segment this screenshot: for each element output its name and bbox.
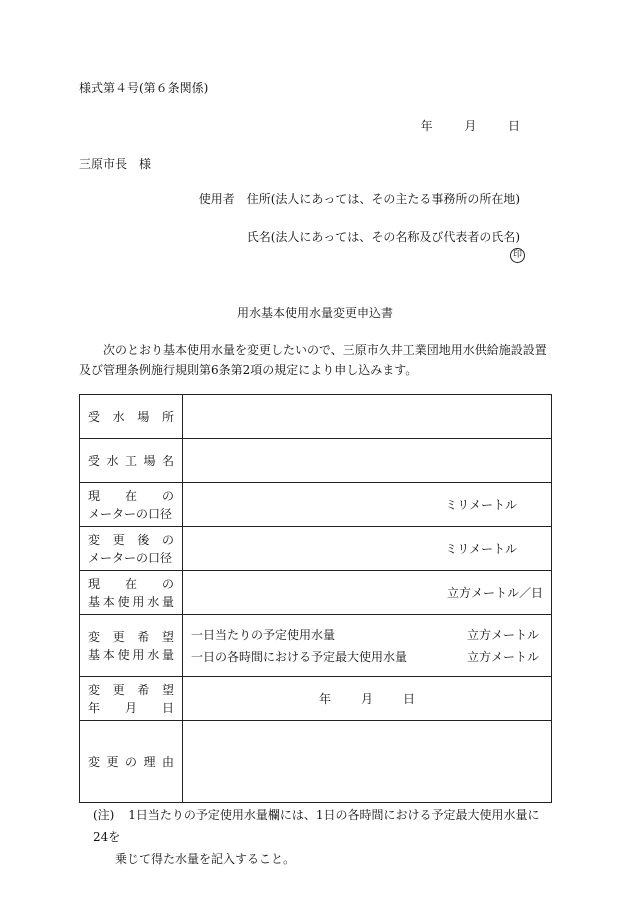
application-table	[79, 394, 552, 803]
daily-planned-volume-label: 一日当たりの予定使用水量	[191, 627, 336, 642]
date-year: 年	[420, 119, 433, 133]
table-row	[80, 527, 552, 571]
note-line1: 1日当たりの予定使用水量欄には、1日の各時間における予定最大使用水量に24を	[93, 808, 540, 844]
unit-m3: 立方メートル	[466, 627, 539, 642]
table-row	[80, 395, 552, 439]
table-row	[80, 677, 552, 721]
hourly-max-volume-label: 一日の各時間における予定最大使用水量	[191, 649, 408, 664]
document-title: 用水基本使用水量変更申込書	[236, 306, 393, 320]
current-meter-field[interactable]	[183, 483, 552, 527]
label-new-meter: 変 更 後 の メーターの口径	[80, 527, 183, 571]
label-desired-change-date: 変 更 希 望 年 月 日	[80, 677, 183, 721]
date-month: 月	[464, 119, 477, 133]
seal-mark-icon: 印	[510, 248, 525, 263]
label-text: 受 水 工 場 名	[88, 453, 174, 468]
label-change-reason: 変 更 の 理 由	[80, 721, 183, 803]
change-reason-field[interactable]	[183, 721, 552, 803]
label-current-base-volume: 現 在 の 基 本 使 用 水 量	[80, 571, 183, 615]
receiving-location-field[interactable]	[183, 395, 552, 439]
label-text: 受 水 場 所	[88, 409, 174, 424]
label-receiving-location	[80, 395, 183, 439]
date-day: 日	[507, 119, 520, 133]
desired-change-date-field[interactable]: 年 月 日	[183, 677, 552, 721]
table-row	[80, 571, 552, 615]
footnote	[93, 804, 553, 870]
new-meter-field[interactable]	[183, 527, 552, 571]
unit-mm: ミリメートル	[445, 541, 517, 556]
note-prefix: (注)	[93, 808, 115, 822]
addressee: 三原市長 様	[79, 157, 152, 171]
user-address-label: 使用者 住所(法人にあっては、その主たる事務所の所在地)	[198, 192, 520, 206]
current-base-volume-field[interactable]	[183, 571, 552, 615]
receiving-factory-field[interactable]	[183, 439, 552, 483]
desired-base-volume-field[interactable]	[183, 615, 552, 677]
unit-m3-per-day: 立方メートル／日	[446, 585, 543, 600]
note-line2: 乗じて得た水量を記入すること。	[115, 852, 296, 866]
unit-mm: ミリメートル	[445, 497, 517, 512]
date-line	[421, 117, 520, 135]
user-name-label: 氏名(法人にあっては、その名称及び代表者の氏名)	[246, 230, 520, 244]
unit-m3: 立方メートル	[466, 649, 539, 664]
body-paragraph	[79, 340, 549, 380]
label-current-meter: 現 在 の メーターの口径	[80, 483, 183, 527]
table-row	[80, 615, 552, 677]
form-number: 様式第４号(第６条関係)	[79, 81, 209, 95]
table-row	[80, 483, 552, 527]
body-text: 次のとおり基本使用水量を変更したいので、三原市久井工業団地用水供給施設設置及び管理条例施行規則第6条第2項の規定により申し込みます。	[79, 343, 547, 377]
table-row	[80, 439, 552, 483]
table-row	[80, 721, 552, 803]
label-desired-base-volume: 変 更 希 望 基 本 使 用 水 量	[80, 615, 183, 677]
label-receiving-factory	[80, 439, 183, 483]
